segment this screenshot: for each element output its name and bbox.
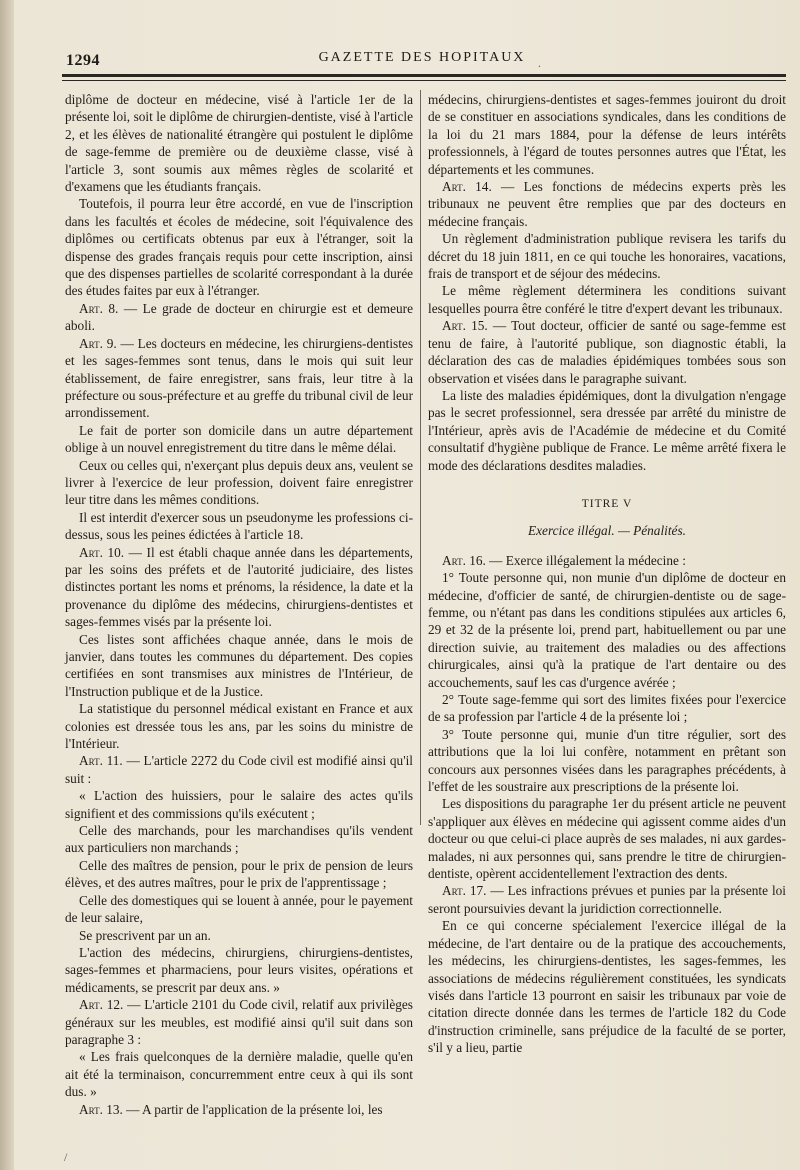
paragraph [65,631,413,701]
section-titre: TITRE V [581,497,633,510]
paragraph [428,726,786,796]
paragraph [428,917,786,1056]
paragraph [65,892,413,927]
paragraph [65,822,413,857]
paragraph-text: La liste des maladies épidémiques, dont la divulgation n'engage pas le secret professionnel, sera dressée par arrêté du ministre de l'Intérieur, après avis de l'Académie de médecine et du Comité consultatif d'hygiène publique de France. Le même arrêté fixera le mode des déclarations desdites maladies. [428,387,786,473]
running-title: GAZETTE DES HOPITAUX [318,50,526,65]
paragraph-text: — Le grade de docteur en chirurgie est et demeure aboli. [65,300,413,334]
paragraph [65,927,413,944]
paragraph-text: Les dispositions du paragraphe 1er du présent article ne peuvent s'appliquer aux élèves en médecine qui agissent comme aides d'un docteur ou que celui-ci place auprès de ses malades, ni aux gardes-malades, ni aux personnes qui, sans prendre le titre de chirurgien-dentiste, opèrent accidentellement l'extraction des dents. [428,796,786,882]
paragraph [65,422,413,457]
paragraph [428,282,786,317]
paragraph-text: La statistique du personnel médical existant en France et aux colonies est dressée tous les ans, par les soins du ministre de l'Intérieur. [65,701,413,752]
article-label: Art. 16. [442,552,486,568]
paragraph-text: 2° Toute sage-femme qui sort des limites fixées pour l'exercice de sa profession par l'article 4 de la présente loi ; [428,692,786,725]
paragraph [65,300,413,335]
page-binding-edge [0,0,14,1170]
article-label: Art. 10. [79,544,125,560]
paragraph [428,91,786,178]
paragraph [65,944,413,996]
paragraph-text: Celle des maîtres de pension, pour le prix de pension de leurs élèves, et des autres maîtres, pour le prix de l'apprentissage ; [65,857,413,891]
print-speck: / [64,1150,68,1164]
paragraph-text: Toutefois, il pourra leur être accordé, en vue de l'inscription dans les facultés et écoles de médecine, soit l'équivalence des diplômes ou certificats obtenus par eux à l'étranger, soit la dispense des grades français requis pour cette inscription, ainsi que des dispenses partielles de scolarité correspondant à la durée des études faites par eux à l'étranger. [65,196,413,299]
paragraph-text: Le fait de porter son domicile dans un autre département oblige à un nouvel enregistrement du titre dans le même délai. [65,422,413,456]
paragraph [65,700,413,752]
paragraph [65,787,413,822]
paragraph-text: Il est interdit d'exercer sous un pseudonyme les professions ci-dessus, sous les peines édictées à l'article 18. [65,509,413,543]
paragraph [65,752,413,787]
paragraph-text: — Les infractions prévues et punies par la présente loi seront poursuivies devant la juridiction correctionnelle. [428,883,786,916]
article-label: Art. 15. [442,318,488,334]
paragraph [428,691,786,726]
paragraph [65,335,413,422]
page-header [58,46,786,68]
paragraph-text: En ce qui concerne spécialement l'exercice illégal de la médecine, de l'art dentaire ou de la pratique des accouchements, les médecins, les chirurgiens-dentistes, les sages-femmes, les associations de médecins régulièrement constituées, les syndicats visés dans l'article 13 pourront en saisir les tribunaux par voie de citation directe donnée dans les termes de l'article 182 du Code d'instruction criminelle, sans préjudice de la faculté de se porter, s'il y a lieu, partie [428,918,786,1056]
paragraph [65,457,413,509]
article-label: Art. 12. [79,997,124,1013]
article-label: Art. 13. [79,1101,123,1117]
paragraph-text: — Il est établi chaque année dans les départements, par les soins des préfets et de l'autorité judiciaire, des listes distinctes portant les noms et prénoms, la résidence, la date et la provenance du diplôme des médecins, chirurgiens-dentistes et sages-femmes visés par la présente loi. [65,544,413,630]
paragraph-text: — A partir de l'application de la présente loi, les [122,1101,383,1117]
paragraph [65,1101,413,1118]
paragraph-text: L'action des médecins, chirurgiens, chirurgiens-dentistes, sages-femmes et pharmaciens, pour leurs visites, opérations et médicaments, se prescrit par deux ans. » [65,944,413,995]
paragraph-text: 3° Toute personne qui, munie d'un titre régulier, sort des attributions que la loi lui confère, notamment en prêtant son concours aux personnes visées dans les paragraphes précédents, à l'effet de les soustraire aux prescriptions de la présente loi. [428,726,786,795]
paragraph [65,509,413,544]
paragraph [428,552,786,569]
header-rule-thin [62,80,786,81]
left-column [65,91,413,1118]
article-label: Art. 11. [79,753,123,769]
paragraph-text: — Les fonctions de médecins experts près les tribunaux ne peuvent être remplies que par des docteurs en médecine français. [428,179,786,229]
paragraph-text: Le même règlement déterminera les conditions suivant lesquelles pourra être conféré le titre d'expert devant les tribunaux. [428,283,786,316]
header-rule-thick [62,74,786,77]
paragraph [428,230,786,282]
article-label: Art. 9. [79,335,117,351]
paragraph-text: médecins, chirurgiens-dentistes et sages-femmes jouiront du droit de se constituer en associations syndicales, dans les conditions de la loi du 21 mars 1884, pour la défense de leurs intérêts professionnels, à l'égard de toutes personnes autres que l'État, les départements et les communes. [428,92,786,177]
section-subtitle: Exercice illégal. — Pénalités. [528,523,686,539]
paragraph-text: diplôme de docteur en médecine, visé à l'article 1er de la présente loi, soit le diplôme de chirurgien-dentiste, visé à l'article 2, et les élèves de nationalité étrangère qui postulent le diplôme de sage-femme de première ou de deuxième classe, visé à l'article 3, sont soumis aux mêmes règles de scolarité et d'examens que les étudiants français. [65,92,413,195]
paragraph-text: — L'article 2272 du Code civil est modifié ainsi qu'il suit : [65,753,413,786]
section-heading [428,496,786,540]
page-number: 1294 [66,52,100,69]
right-column [428,91,786,1057]
paragraph [428,178,786,230]
paragraph [65,996,413,1048]
paragraph [428,317,786,387]
paragraph-text: — Tout docteur, officier de santé ou sage-femme est tenu de faire, à l'autorité publique, son diagnostic établi, la déclaration des cas de maladies épidémiques tombées sous son observation et visées dans le paragraphe suivant. [428,318,786,386]
paragraph-text: Un règlement d'administration publique revisera les tarifs du décret du 18 juin 1811, en ce qui touche les honoraires, vacations, frais de transport et de séjour des médecins. [428,231,786,282]
column-divider [420,90,421,825]
paragraph [428,795,786,882]
right-column-upper [428,91,786,474]
paragraph-text: 1° Toute personne qui, non munie d'un diplôme de docteur en médecine, d'officier de santé, de chirurgien-dentiste ou de sage-femme, ou n'étant pas dans les conditions stipulées aux articles 6, 29 et 32 de la présente loi, prend part, habituellement ou par une direction suivie, au traitement des maladies ou des affections chirurgicales, ainsi qu'à la pratique de l'art dentaire ou des accouchements, sauf les cas d'urgence avérée ; [428,570,786,690]
print-speck: . [538,56,541,70]
paragraph-text: Celle des domestiques qui se louent à année, pour le payement de leur salaire, [65,892,413,926]
article-label: Art. 17. [442,883,487,899]
paragraph-text: Ces listes sont affichées chaque année, dans le mois de janvier, dans toutes les communes du département. Des copies certifiées en sont transmises aux ministres de l'Intérieur, de l'Instruction publique et de la Justice. [65,631,413,699]
paragraph [428,387,786,474]
paragraph [65,195,413,299]
paragraph-text: — L'article 2101 du Code civil, relatif aux privilèges généraux sur les meubles, est modifié ainsi qu'il suit dans son paragraphe 3 : [65,997,413,1047]
paragraph-text: « Les frais quelconques de la dernière maladie, quelle qu'en ait été la terminaison, concurremment entre ceux à qui ils sont dus. » [65,1049,413,1100]
paragraph [65,857,413,892]
paragraph-text: Ceux ou celles qui, n'exerçant plus depuis deux ans, veulent se livrer à l'exercice de leur profession, doivent faire enregistrer leur titre dans les mêmes conditions. [65,457,413,508]
paragraph-text: « L'action des huissiers, pour le salaire des actes qu'ils signifient et des commissions qu'ils exécutent ; [65,788,413,821]
article-label: Art. 8. [79,300,119,316]
article-label: Art. 14. [442,179,492,195]
right-column-lower [428,552,786,1057]
paragraph [65,91,413,195]
paragraph [65,1048,413,1100]
paragraph-text: — Exerce illégalement la médecine : [485,552,686,568]
paragraph-text: Se prescrivent par un an. [79,927,211,943]
paragraph [428,569,786,691]
paragraph [65,544,413,631]
paragraph [428,882,786,917]
paragraph-text: — Les docteurs en médecine, les chirurgiens-dentistes et les sages-femmes sont tenus, dans le mois qui suit leur établissement, de faire enregistrer, sans frais, leur titre à la préfecture ou sous-préfecture et au greffe du tribunal civil de leur arrondissement. [65,335,413,421]
paragraph-text: Celle des marchands, pour les marchandises qu'ils vendent aux particuliers non marchands ; [65,823,413,856]
